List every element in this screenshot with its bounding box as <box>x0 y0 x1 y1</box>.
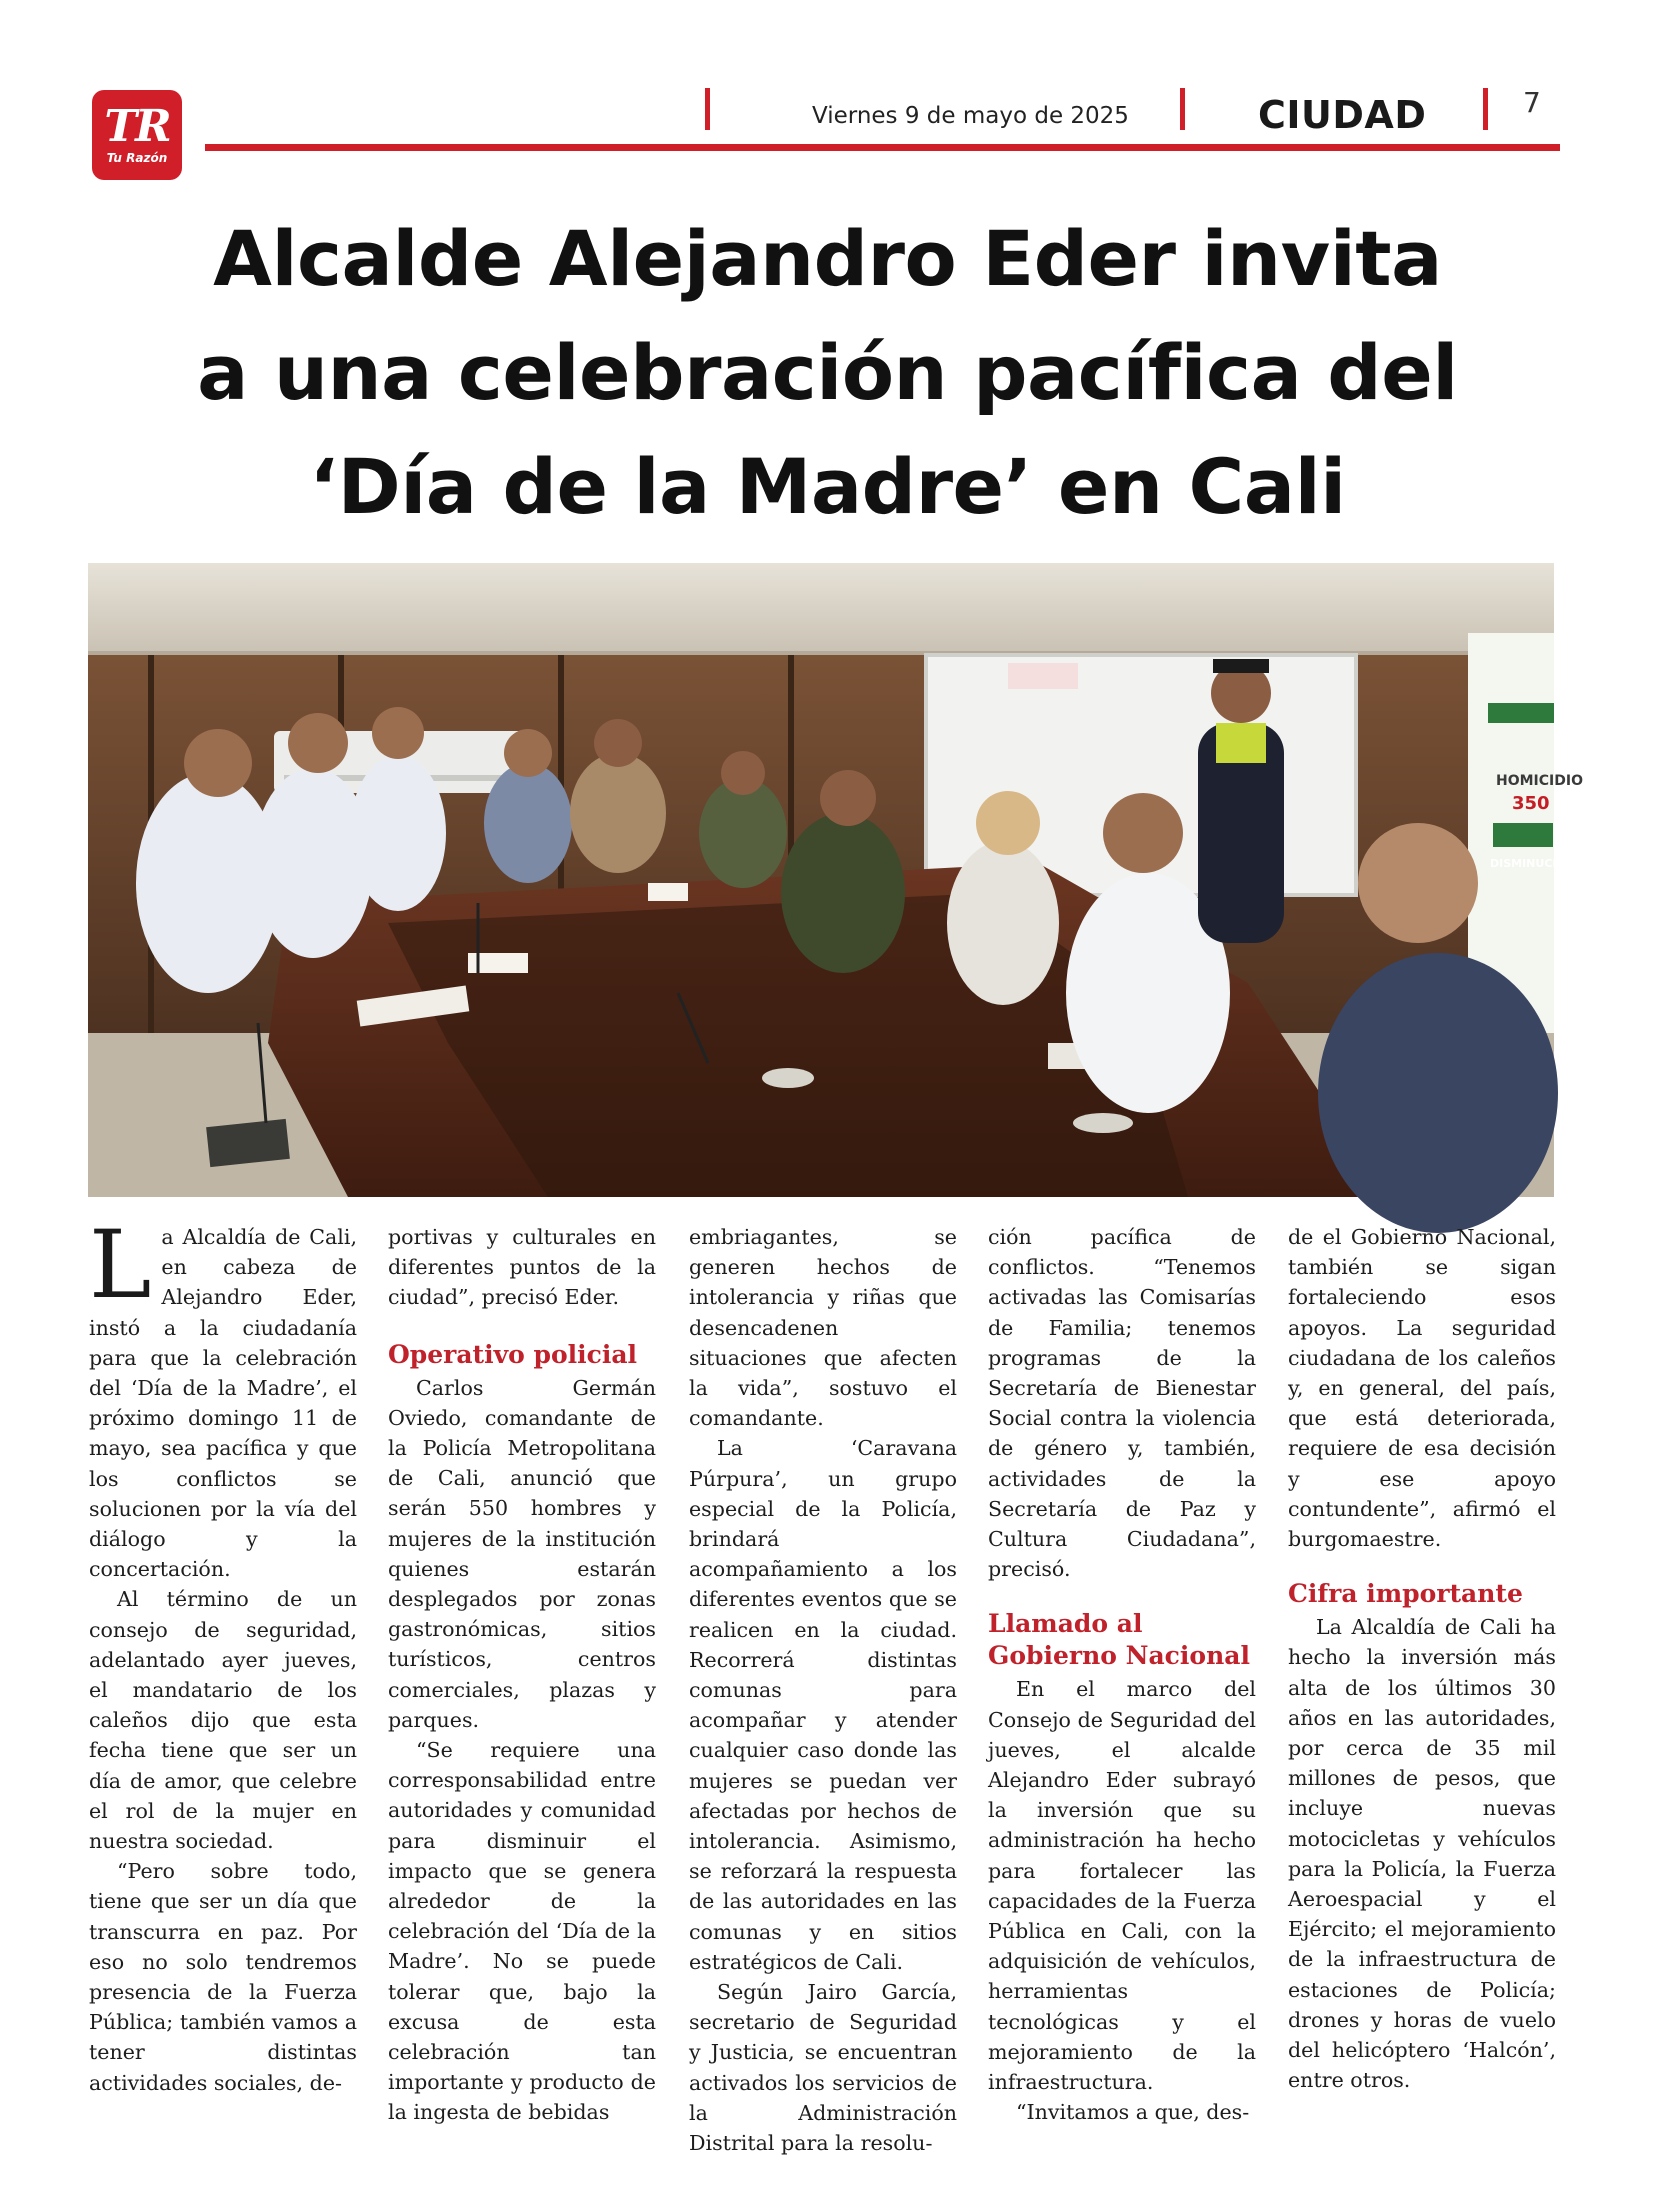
article-paragraph: La Alcaldía de Cali ha hecho la inversión más alta de los últimos 30 años en las autoridades, por cerca de 35 mil millones de pesos, que incluye nuevas motocicletas y vehículos para la Policía, la Fuerza Aeroespacial y el Ejército; el mejoramiento de la infraestructura de estaciones de Policía; drones y horas de vuelo del helicóptero ‘Halcón’, entre otros. <box>1288 1615 1556 2093</box>
issue-date: Viernes 9 de mayo de 2025 <box>812 103 1129 129</box>
meeting-photo <box>88 563 1583 1197</box>
headline <box>90 202 1565 544</box>
article-column-3 <box>689 1222 957 2158</box>
subheading: Llamado al Gobierno Nacional <box>988 1609 1250 1671</box>
article-column-1 <box>89 1211 357 2098</box>
headline-line: ‘Día de la Madre’ en Cali <box>309 442 1346 531</box>
article-column-5 <box>1288 1222 1556 2095</box>
article-paragraph: “Se requiere una corresponsabilidad entre autoridades y comunidad para disminuir el impacto que se genera alrededor de la celebración del ‘Día de la Madre’. No se puede tolerar que, bajo la excusa de esta celebración tan importante y producto de la ingesta de bebidas <box>388 1738 656 2125</box>
article-paragraph: portivas y culturales en diferentes puntos de la ciudad”, precisó Eder. <box>388 1225 656 1310</box>
logo-subtitle: Tu Razón <box>106 151 168 165</box>
header-divider <box>1180 88 1185 130</box>
logo <box>92 90 182 180</box>
article-paragraph: En el marco del Consejo de Seguridad del jueves, el alcalde Alejandro Eder subrayó la inversión que su administración ha hecho para fortalecer las capacidades de la Fuerza Pública en Cali, con la adquisición de vehículos, herramientas tecnológicas y el mejoramiento de la infraestructura. <box>988 1677 1256 2095</box>
article-paragraph <box>89 1211 357 1584</box>
article-paragraph: Según Jairo García, secretario de Seguridad y Justicia, se encuentran activados los servicios de la Administración Distrital para la resolu- <box>689 1980 957 2156</box>
header-divider <box>705 88 710 130</box>
article-paragraph: Carlos Germán Oviedo, comandante de la Policía Metropolitana de Cali, anunció que serán 550 hombres y mujeres de la institución quienes estarán desplegados por zonas gastronómicas, sitios turísticos, centros comerciales, plazas y parques. <box>388 1375 656 1732</box>
section-name: CIUDAD <box>1258 93 1427 137</box>
subheading: Cifra importante <box>1288 1579 1523 1609</box>
article-paragraph: de el Gobierno Nacional, también se sigan fortaleciendo esos apoyos. La seguridad ciudadana de los caleños y, en general, del país, que está deteriorada, requiere de esa decisión y ese apoyo contundente”, afirmó el burgomaestre. <box>1288 1225 1556 1552</box>
slide-text: DISMINUCIÓN <box>1490 857 1576 870</box>
article-paragraph: ción pacífica de conflictos. “Tenemos activadas las Comisarías de Familia; tenemos programas de la Secretaría de Bienestar Social contra la violencia de género y, también, actividades de la Secretaría de Paz y Cultura Ciudadana”, precisó. <box>988 1225 1256 1582</box>
article-paragraph: “Invitamos a que, des- <box>1016 2100 1250 2125</box>
header-divider <box>1483 88 1488 130</box>
paragraph-text: a Alcaldía de Cali, en cabeza de Alejandro Eder, instó a la ciudadanía para que la celebración del ‘Día de la Madre’, el próximo domingo 11 de mayo, sea pacífica y que los conflictos se solucionen por la vía del diálogo y la concertación. <box>89 1225 357 1582</box>
page-number: 7 <box>1523 86 1541 119</box>
headline-line: a una celebración pacífica del <box>197 328 1458 417</box>
drop-cap: L <box>89 1211 152 1320</box>
subheading: Operativo policial <box>388 1339 638 1369</box>
article-paragraph: Al término de un consejo de seguridad, adelantado ayer jueves, el mandatario de los caleños dijo que esta fecha tiene que ser un día de amor, que celebre el rol de la mujer en nuestra sociedad. <box>89 1587 357 1854</box>
header-rule <box>205 144 1560 151</box>
article-paragraph: La ‘Caravana Púrpura’, un grupo especial de la Policía, brindará acompañamiento a los diferentes eventos que se realicen en la ciudad. Recorrerá distintas comunas para acompañar y atender cualquier caso donde las mujeres se puedan ver afectadas por hechos de intolerancia. Asimismo, se reforzará la respuesta de las autoridades en las comunas y en sitios estratégicos de Cali. <box>689 1436 957 1974</box>
article-column-2 <box>388 1222 656 2128</box>
slide-text: 350 <box>1512 793 1550 814</box>
logo-mark: TR <box>104 101 170 152</box>
article-paragraph: embriagantes, se generen hechos de intolerancia y riñas que desencadenen situaciones que afecten la vida”, sostuvo el comandante. <box>689 1225 957 1431</box>
article-column-4 <box>988 1222 1256 2127</box>
slide-text: HOMICIDIO <box>1496 773 1583 789</box>
article-paragraph: “Pero sobre todo, tiene que ser un día que transcurra en paz. Por eso no solo tendremos presencia de la Fuerza Pública; también vamos a tener distintas actividades sociales, de- <box>89 1859 357 2095</box>
headline-line: Alcalde Alejandro Eder invita <box>213 214 1442 303</box>
